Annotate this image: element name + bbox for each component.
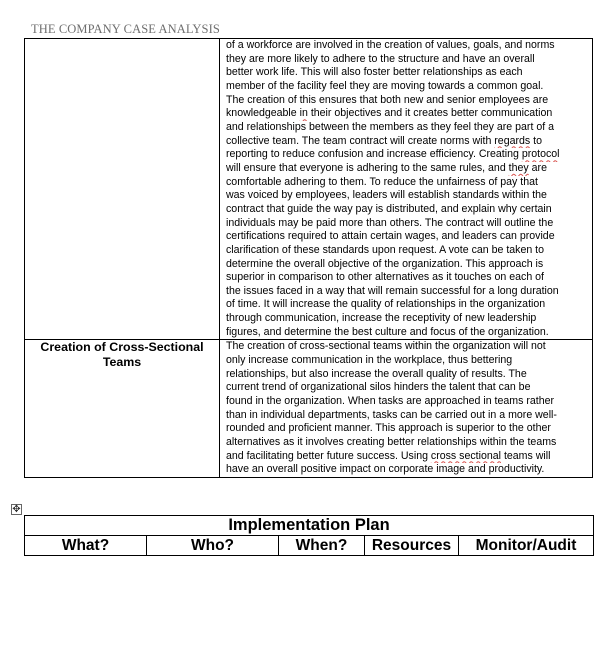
page-header: THE COMPANY CASE ANALYSIS — [31, 22, 220, 36]
text-line: certifications required to attain certain wages, and leaders can provide — [226, 230, 555, 243]
text-line: will ensure that everyone is adhering to the same rules, and they are — [226, 161, 547, 174]
text-line: determine the overall objective of the organization. This approach is — [226, 257, 544, 270]
text-line: comfortable adhering to them. To reduce the unfairness of pay that — [226, 175, 538, 188]
text-line: of time. It will increase the quality of relationships in the organization — [226, 298, 546, 311]
table-move-handle-icon[interactable]: ✥ — [12, 504, 21, 515]
table-row — [25, 340, 593, 478]
text-line: collective team. The team contract will create norms with regards to — [226, 134, 542, 147]
column-header-resources[interactable]: Resources — [365, 536, 459, 556]
implementation-plan-title[interactable]: Implementation Plan — [25, 516, 594, 536]
text-line: individuals may be paid more than others. The contract will outline the — [226, 216, 554, 229]
cross-sectional-teams-title-cont: Teams — [102, 355, 142, 370]
row-text-cell[interactable] — [220, 340, 593, 478]
text-line: rounded and proficient manner. This approach is superior to the other — [226, 422, 551, 435]
text-line: The creation of cross-sectional teams within the organization will not — [226, 340, 546, 353]
text-line: was voiced by employees, leaders will establish standards within the — [226, 189, 547, 202]
table-row — [25, 536, 594, 556]
text-line: contract that guide the way pay is distributed, and explain why certain — [226, 202, 552, 215]
column-header-when[interactable]: When? — [279, 536, 365, 556]
text-line: The creation of this ensures that both new and senior employees are — [226, 93, 549, 106]
text-line: have an overall positive impact on corporate image and productivity. — [226, 463, 545, 476]
text-line: found in the organization. When tasks are approached in teams rather — [226, 395, 555, 408]
text-line: figures, and determine the best culture and focus of the organization. — [226, 325, 549, 338]
row-label-cell[interactable] — [25, 340, 220, 478]
text-line: member of the facility feel they are moving towards a common goal. — [226, 79, 544, 92]
text-line: and relationships between the members as they feel they are part of a — [226, 120, 555, 133]
table-row — [25, 516, 594, 536]
row-text-cell[interactable] — [220, 39, 593, 340]
text-line: knowledgeable in their objectives and it creates better communication — [226, 107, 553, 120]
text-line: and facilitating better future success. Using cross sectional teams will — [226, 449, 551, 462]
row-label-cell[interactable] — [25, 39, 220, 340]
text-line: they are more likely to adhere to the structure and have an overall — [226, 52, 535, 65]
implementation-plan-table — [24, 515, 594, 556]
text-line: only increase communication in the workplace, thus bettering — [226, 354, 513, 367]
text-line: clarification of these standards upon request. A vote can be taken to — [226, 243, 545, 256]
case-analysis-table — [24, 38, 593, 478]
table-row — [25, 39, 593, 340]
text-line: better work life. This will also foster better relationships as each — [226, 66, 523, 79]
column-header-who[interactable]: Who? — [147, 536, 279, 556]
text-line: reporting to reduce confusion and increase efficiency. Creating protocol — [226, 148, 560, 161]
column-header-what[interactable]: What? — [25, 536, 147, 556]
cross-sectional-teams-title: Creation of Cross-Sectional — [40, 340, 204, 355]
column-header-monitor-audit[interactable]: Monitor/Audit — [459, 536, 594, 556]
text-line: relationships, but also increase the overall quality of results. The — [226, 367, 527, 380]
text-line: through communication, increase the receptivity of new leadership — [226, 312, 537, 325]
text-line: of a workforce are involved in the creation of values, goals, and norms — [226, 39, 555, 51]
text-line: superior in comparison to other alternatives as it touches on each of — [226, 271, 544, 284]
text-line: than in individual departments, tasks can be carried out in a more well- — [226, 408, 557, 421]
text-line: alternatives as it involves creating better relationships within the teams — [226, 436, 557, 449]
text-line: current trend of organizational silos hinders the talent that can be — [226, 381, 531, 394]
text-line: the issues faced in a way that will remain successful for a long duration — [226, 284, 559, 297]
